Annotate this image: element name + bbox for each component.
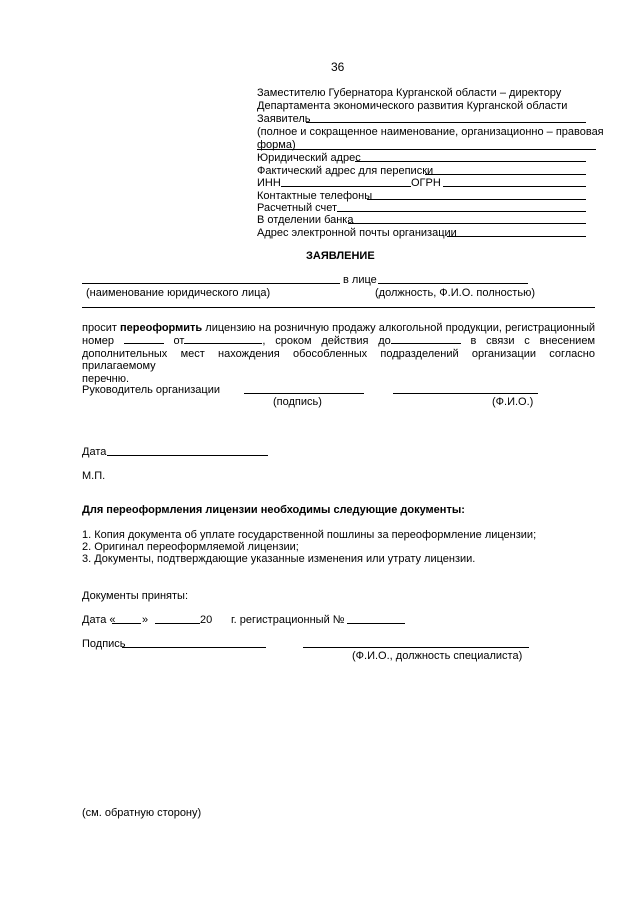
documents-item-2: 2. Оригинал переоформляемой лицензии;	[82, 541, 299, 553]
license-date-field[interactable]	[184, 334, 262, 344]
email-label: Адрес электронной почты организации	[257, 227, 457, 239]
ogrn-field[interactable]	[443, 186, 586, 187]
date-field[interactable]	[107, 455, 268, 456]
request-line-2: номер от , сроком действия до в связи с внесением	[82, 335, 596, 348]
phones-label: Контактные телефоны	[257, 190, 373, 202]
email-field[interactable]	[447, 236, 586, 237]
actual-address-field[interactable]	[425, 174, 586, 175]
page-number: 36	[331, 60, 345, 74]
document-title: ЗАЯВЛЕНИЕ	[306, 250, 375, 262]
legal-address-field[interactable]	[355, 161, 586, 162]
signature-hint: (подпись)	[273, 396, 322, 408]
acceptance-signature-field[interactable]	[122, 647, 266, 648]
license-validity-field[interactable]	[391, 334, 461, 344]
year-prefix: 20	[200, 614, 213, 626]
account-label: Расчетный счет	[257, 202, 338, 214]
specialist-hint: (Ф.И.О., должность специалиста)	[352, 650, 523, 662]
applicant-label: Заявитель	[257, 113, 311, 125]
account-field[interactable]	[337, 211, 586, 212]
license-number-field[interactable]	[124, 334, 164, 344]
accepted-label: Документы приняты:	[82, 590, 189, 602]
applicant-field-2[interactable]	[257, 149, 596, 150]
legal-address-label: Юридический адрес	[257, 152, 361, 164]
footer-note: (см. обратную сторону)	[82, 807, 202, 819]
addressee-line-2: Департамента экономического развития Курганской области	[257, 100, 568, 112]
date-label: Дата	[82, 446, 107, 458]
stamp-label: М.П.	[82, 470, 106, 482]
request-line-1: просит переоформить лицензию на розничную продажу алкогольной продукции, регистрационный	[82, 322, 596, 334]
specialist-field[interactable]	[303, 647, 529, 648]
in-person-label: в лице	[343, 274, 377, 286]
representative-field[interactable]	[378, 283, 528, 284]
acceptance-date-label: Дата «	[82, 614, 116, 626]
request-paragraph	[82, 322, 595, 385]
acceptance-month-field[interactable]	[155, 623, 200, 624]
applicant-hint-2: форма)	[257, 139, 296, 151]
acceptance-day-field[interactable]	[112, 623, 141, 624]
addressee-line-1: Заместителю Губернатора Курганской области – директору	[257, 87, 562, 99]
applicant-hint-1: (полное и сокращенное наименование, организационно – правовая	[257, 126, 604, 138]
position-hint: (должность, Ф.И.О. полностью)	[375, 287, 535, 299]
name-hint: (Ф.И.О.)	[492, 396, 534, 408]
head-name-field[interactable]	[393, 393, 538, 394]
actual-address-label: Фактический адрес для переписки	[257, 165, 434, 177]
signature-label: Подпись	[82, 638, 126, 650]
registration-label: г. регистрационный №	[231, 614, 345, 626]
bank-branch-label: В отделении банка	[257, 214, 354, 226]
documents-heading: Для переоформления лицензии необходимы следующие документы:	[82, 504, 465, 516]
request-line-3: дополнительных мест нахождения обособленных подразделений организации согласно прилагаемому	[82, 347, 595, 373]
inn-field[interactable]	[281, 186, 411, 187]
documents-item-1: 1. Копия документа об уплате государственной пошлины за переоформление лицензии;	[82, 529, 537, 541]
request-line-4: перечню.	[82, 372, 130, 385]
legal-entity-name-field[interactable]	[82, 283, 340, 284]
head-signature-field[interactable]	[244, 393, 364, 394]
documents-item-3: 3. Документы, подтверждающие указанные изменения или утрату лицензии.	[82, 553, 476, 565]
applicant-field[interactable]	[306, 122, 586, 123]
registration-number-field[interactable]	[347, 623, 405, 624]
bank-branch-field[interactable]	[348, 223, 586, 224]
phones-field[interactable]	[367, 199, 586, 200]
head-label: Руководитель организации	[82, 384, 221, 396]
inn-label: ИНН	[257, 177, 281, 189]
request-bold-word: переоформить	[120, 322, 203, 334]
legal-entity-hint: (наименование юридического лица)	[86, 287, 271, 299]
quote-close: »	[142, 614, 149, 626]
representative-field-2[interactable]	[82, 307, 595, 308]
ogrn-label: ОГРН	[411, 177, 441, 189]
